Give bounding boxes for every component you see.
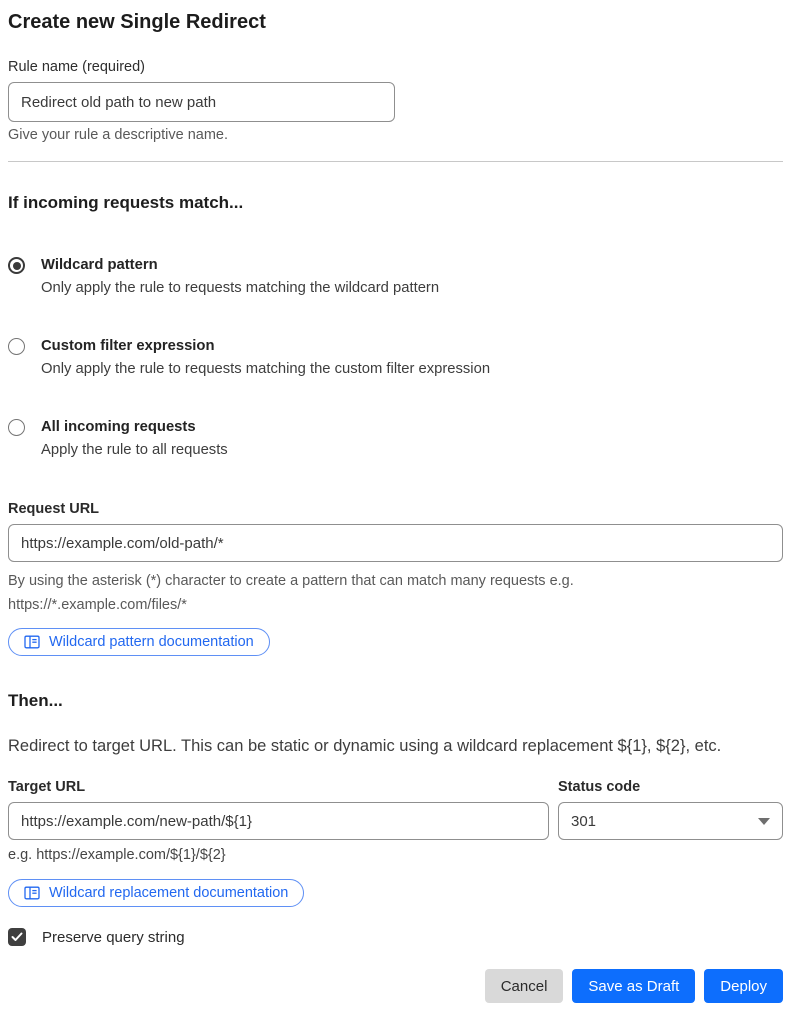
rule-name-label: Rule name (required)	[8, 59, 146, 75]
radio-icon[interactable]	[8, 257, 25, 274]
radio-label: Wildcard pattern	[41, 257, 158, 273]
doc-button-label: Wildcard replacement documentation	[49, 885, 289, 901]
doc-button-label: Wildcard pattern documentation	[49, 634, 254, 650]
request-url-helper-line1: By using the asterisk (*) character to create a pattern that can match many requests e.g.	[8, 573, 574, 589]
status-code-column	[558, 779, 783, 840]
then-description: Redirect to target URL. This can be static or dynamic using a wildcard replacement ${1}, ${2}, etc.	[8, 737, 722, 755]
preserve-query-string-label: Preserve query string	[42, 928, 185, 946]
radio-texts	[41, 418, 228, 460]
radio-label: All incoming requests	[41, 419, 196, 435]
wildcard-pattern-docs-button[interactable]	[8, 628, 270, 656]
status-code-label: Status code	[558, 779, 641, 795]
book-icon	[24, 886, 40, 900]
radio-texts	[41, 337, 490, 379]
save-as-draft-button[interactable]: Save as Draft	[572, 969, 695, 1003]
radio-option-all-incoming-requests[interactable]	[8, 418, 783, 460]
status-code-select[interactable]	[558, 802, 783, 840]
target-url-column	[8, 779, 549, 840]
target-url-input[interactable]	[8, 802, 549, 840]
radio-texts	[41, 256, 439, 298]
chevron-down-icon	[758, 818, 770, 825]
match-options-group	[8, 256, 783, 460]
request-url-helper	[8, 569, 783, 617]
page-title: Create new Single Redirect	[8, 11, 266, 33]
radio-option-custom-filter-expression[interactable]	[8, 337, 783, 379]
target-url-label: Target URL	[8, 779, 86, 795]
radio-icon[interactable]	[8, 338, 25, 355]
radio-label: Custom filter expression	[41, 338, 215, 354]
cancel-button[interactable]: Cancel	[485, 969, 564, 1003]
radio-description: Apply the rule to all requests	[41, 442, 228, 458]
request-url-helper-line2: https://*.example.com/files/*	[8, 597, 187, 613]
match-section-heading: If incoming requests match...	[8, 193, 244, 212]
section-divider	[8, 161, 783, 162]
then-section-heading: Then...	[8, 691, 63, 710]
radio-description: Only apply the rule to requests matching the wildcard pattern	[41, 280, 440, 296]
footer-actions	[8, 969, 783, 1003]
radio-description: Only apply the rule to requests matching the custom filter expression	[41, 361, 491, 377]
checkbox-icon[interactable]	[8, 928, 26, 946]
request-url-input[interactable]	[8, 524, 783, 562]
target-url-helper: e.g. https://example.com/${1}/${2}	[8, 847, 226, 863]
request-url-label: Request URL	[8, 501, 100, 517]
rule-name-input[interactable]	[8, 82, 395, 122]
preserve-query-string-row[interactable]	[8, 928, 783, 946]
target-status-row	[8, 779, 783, 840]
radio-icon[interactable]	[8, 419, 25, 436]
rule-name-helper: Give your rule a descriptive name.	[8, 127, 229, 143]
wildcard-replacement-docs-button[interactable]	[8, 879, 304, 907]
status-code-value: 301	[571, 812, 597, 830]
deploy-button[interactable]: Deploy	[704, 969, 783, 1003]
book-icon	[24, 635, 40, 649]
radio-option-wildcard-pattern[interactable]	[8, 256, 783, 298]
